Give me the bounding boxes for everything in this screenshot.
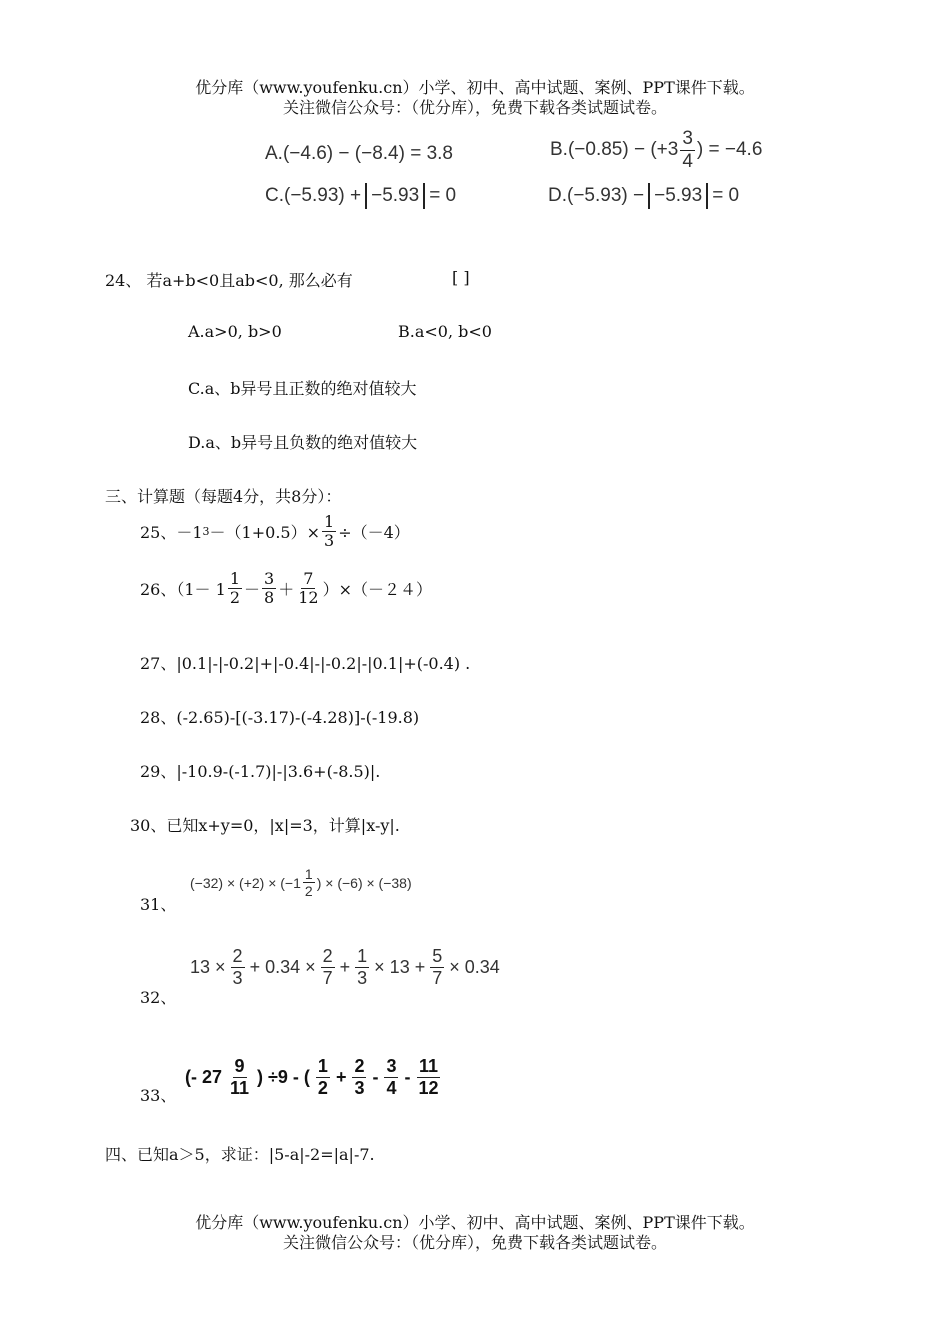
q25-middle: －（1+0.5）×: [209, 523, 320, 543]
denominator: 8: [264, 588, 275, 608]
abs-bar-left: [648, 183, 650, 209]
q27: 27、|0.1|-|-0.2|+|-0.4|-|-0.2|-|0.1|+(-0.4) .: [140, 654, 471, 673]
abs-bar-left: [365, 183, 367, 209]
numerator: 1: [229, 569, 240, 588]
q23-option-c: [265, 183, 456, 209]
term: × 13 +: [374, 956, 426, 977]
q31-label: 31、: [140, 895, 177, 914]
fraction: [355, 946, 369, 988]
numerator: 7: [303, 569, 314, 588]
abs-bar-right: [423, 183, 425, 209]
numerator: 2: [322, 946, 333, 966]
denominator: 3: [324, 531, 335, 551]
q25: [140, 513, 410, 551]
option-expression: (−5.93) +: [284, 185, 362, 206]
numerator: 1: [357, 946, 368, 966]
fraction: [228, 1056, 251, 1098]
numerator: 2: [232, 946, 243, 966]
footer-line-2: 关注微信公众号：（优分库），免费下载各类试题试卷。: [282, 1233, 667, 1252]
fraction: [231, 946, 245, 988]
q32-expression: [190, 946, 500, 988]
denominator: 2: [304, 883, 313, 900]
q33-expression: [185, 1056, 443, 1098]
option-expression-end: ) = −4.6: [696, 139, 763, 161]
q31-end: ) × (−6) × (−38): [316, 874, 412, 891]
term: ) ÷9 - (: [257, 1066, 310, 1087]
fraction: [384, 1056, 398, 1098]
abs-bar-right: [706, 183, 708, 209]
q31-start: (−32) × (+2) × (−1: [190, 874, 301, 891]
q24-option-c: C.a、b异号且正数的绝对值较大: [188, 379, 417, 398]
denominator: 2: [229, 588, 240, 608]
numerator: 9: [234, 1056, 245, 1076]
q26-end: ）×（－２４）: [322, 580, 432, 600]
numerator: 2: [354, 1056, 365, 1076]
denominator: 7: [322, 967, 333, 988]
operator: －: [244, 580, 261, 600]
numerator: 1: [324, 512, 335, 531]
denominator: 11: [230, 1077, 250, 1098]
term: × 0.34: [449, 956, 500, 977]
denominator: 3: [357, 967, 368, 988]
q24-option-a: A.a>0, b>0: [188, 322, 282, 341]
fraction: [296, 570, 320, 608]
option-label: C.: [265, 185, 284, 206]
denominator: 7: [432, 967, 443, 988]
q31-expression: [190, 866, 412, 899]
operator: ＋: [278, 580, 295, 600]
option-expression: (−4.6) − (−8.4) = 3.8: [282, 143, 453, 164]
fraction: [316, 1056, 330, 1098]
fraction: [321, 946, 335, 988]
q24-stem: 24、 若a+b<0且ab<0, 那么必有: [105, 271, 353, 290]
option-expression: (−5.93) −: [567, 185, 645, 206]
header-line-2: 关注微信公众号：（优分库），免费下载各类试题试卷。: [282, 98, 667, 117]
denominator: 4: [682, 150, 693, 172]
fraction: [416, 1056, 440, 1098]
q25-end: ÷（－4）: [338, 523, 410, 543]
section-3-title: 三、计算题（每题4分，共8分）：: [105, 487, 342, 506]
q33-label: 33、: [140, 1086, 177, 1105]
fraction: [303, 866, 315, 899]
option-label: D.: [548, 185, 567, 206]
fraction: [322, 513, 336, 551]
term: 13 ×: [190, 956, 226, 977]
section-4-problem: 四、已知a＞5，求证：|5-a|-2=|a|-7.: [105, 1145, 375, 1164]
numerator: 1: [317, 1056, 328, 1076]
q26-start: 26、（1－ 1: [140, 580, 226, 600]
denominator: 2: [317, 1077, 328, 1098]
q23-option-d: [548, 183, 739, 209]
numerator: 3: [386, 1056, 397, 1076]
term: +: [339, 956, 351, 977]
fraction: [228, 570, 242, 608]
term: -: [372, 1066, 379, 1087]
option-label: A.: [265, 143, 283, 164]
numerator: 3: [682, 128, 693, 149]
q24-option-d: D.a、b异号且负数的绝对值较大: [188, 433, 418, 452]
q29: 29、|-10.9-(-1.7)|-|3.6+(-8.5)|.: [140, 762, 381, 781]
fraction: [352, 1056, 366, 1098]
option-expression-end: = 0: [429, 185, 457, 206]
q32-label: 32、: [140, 988, 177, 1007]
term: +: [335, 1066, 347, 1087]
option-label: B.: [550, 139, 568, 161]
numerator: 3: [264, 569, 275, 588]
option-expression: (−0.85) − (+3: [567, 139, 679, 161]
exponent: 3: [202, 525, 210, 539]
denominator: 12: [298, 588, 319, 608]
q30: 30、已知x+y=0，|x|=3，计算|x-y|.: [130, 816, 400, 835]
denominator: 3: [354, 1077, 365, 1098]
denominator: 4: [386, 1077, 397, 1098]
q24-option-b: B.a<0, b<0: [398, 322, 492, 341]
option-expression-end: = 0: [712, 185, 740, 206]
q23-option-a: [265, 143, 453, 165]
fraction: [262, 570, 276, 608]
q26: [140, 570, 432, 608]
fraction: [680, 128, 695, 173]
abs-inner: −5.93: [371, 185, 420, 206]
term: -: [404, 1066, 411, 1087]
q28: 28、(-2.65)-[(-3.17)-(-4.28)]-(-19.8): [140, 708, 420, 727]
q25-start: 25、－1: [140, 523, 203, 543]
fraction: [430, 946, 444, 988]
numerator: 11: [418, 1056, 439, 1076]
denominator: 3: [232, 967, 243, 988]
term: + 0.34 ×: [249, 956, 316, 977]
denominator: 12: [418, 1077, 439, 1098]
q24-answer-bracket: [ ]: [452, 268, 470, 287]
q23-option-b: [550, 128, 762, 173]
footer-line-1: 优分库（www.youfenku.cn）小学、初中、高中试题、案例、PPT课件下载。: [195, 1213, 755, 1232]
term: (- 27: [185, 1066, 223, 1087]
abs-inner: −5.93: [654, 185, 703, 206]
header-line-1: 优分库（www.youfenku.cn）小学、初中、高中试题、案例、PPT课件下载。: [195, 78, 755, 97]
numerator: 1: [304, 866, 313, 882]
numerator: 5: [432, 946, 443, 966]
